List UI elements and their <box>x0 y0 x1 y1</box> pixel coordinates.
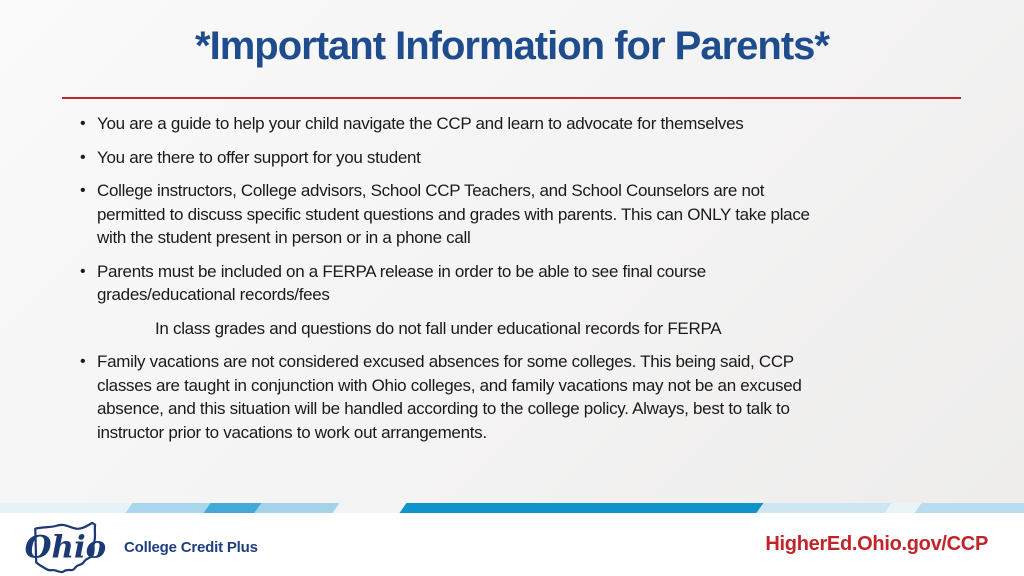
footer-stripe <box>203 503 261 513</box>
footer-stripe <box>399 503 763 513</box>
bullet-list <box>80 112 825 454</box>
footer <box>0 513 1024 576</box>
brand-college-credit-plus: College Credit Plus <box>124 539 258 556</box>
footer-stripe <box>0 503 134 513</box>
ohio-state-logo <box>22 519 118 575</box>
bullet-marker: • <box>80 353 86 370</box>
footer-stripe-band <box>0 503 1024 513</box>
bullet-text: You are a guide to help your child navigate the CCP and learn to advocate for themselves <box>97 114 744 133</box>
sub-note-text: In class grades and questions do not fall under educational records for FERPA <box>155 318 722 338</box>
bullet-text: Family vacations are not considered excused absences for some colleges. This being said, CCP classes are taught in conjunction with Ohio colleges, and family vacations may not be an excused absence, and this situation will be handled according to the college policy. Always, best to talk to instructor prior to vacations to work out arrangements. <box>97 352 802 442</box>
footer-stripe <box>254 503 339 513</box>
bullet-marker: • <box>80 182 86 199</box>
ohio-logo-script: Ohio <box>24 529 107 566</box>
bullet-marker: • <box>80 115 86 132</box>
bullet-text: You are there to offer support for you student <box>97 147 421 167</box>
bullet-item <box>80 179 825 250</box>
bullet-item <box>80 350 825 444</box>
bullet-marker: • <box>80 262 86 280</box>
slide-title: *Important Information for Parents* <box>195 24 829 68</box>
bullet-text: Parents must be included on a FERPA release in order to be able to see final course grades/educational records/fees <box>97 261 706 304</box>
footer-stripe <box>914 503 1024 513</box>
footer-stripe <box>756 503 891 513</box>
bullet-text: College instructors, College advisors, School CCP Teachers, and School Counselors are not permitted to discuss specific student questions and grades with parents. This can ONLY take place with the student present in person or in a phone call <box>97 181 810 247</box>
bullet-item <box>80 260 825 307</box>
footer-stripe <box>125 503 210 513</box>
bullet-item <box>80 146 825 170</box>
footer-url: HigherEd.Ohio.gov/CCP <box>765 533 988 555</box>
bullet-marker: • <box>80 148 86 166</box>
bullet-item <box>80 112 825 136</box>
sub-note-item <box>155 317 825 341</box>
title-divider <box>62 97 961 99</box>
